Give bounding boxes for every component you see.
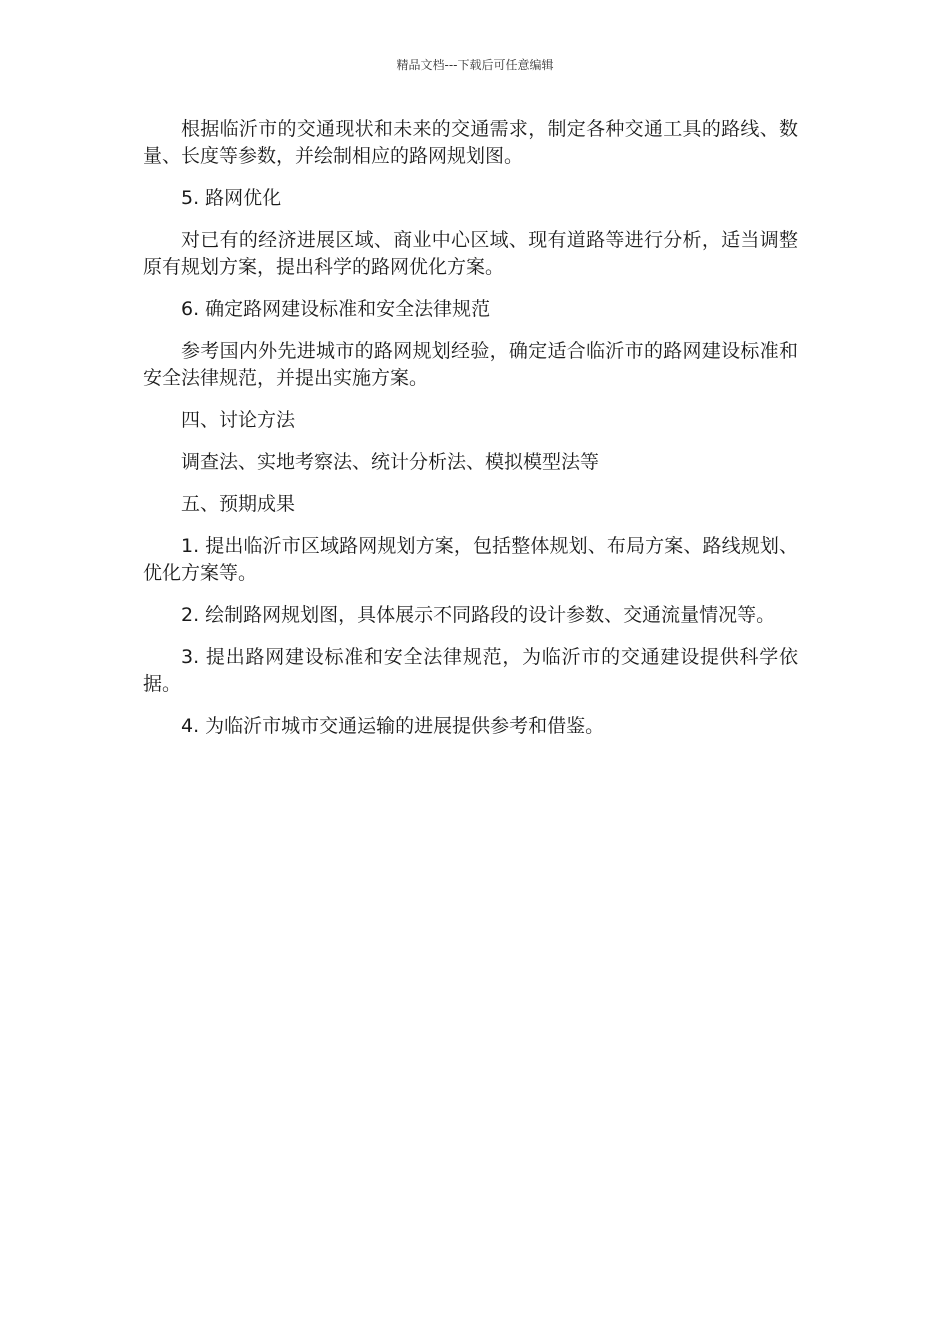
result-item-3: 3. 提出路网建设标准和安全法律规范，为临沂市的交通建设提供科学依据。 [143,646,798,695]
paragraph-network-plan: 根据临沂市的交通现状和未来的交通需求，制定各种交通工具的路线、数量、长度等参数，并绘制相应的路网规划图。 [143,118,798,167]
heading-standards: 6. 确定路网建设标准和安全法律规范 [181,298,491,320]
page-header: 精品文档---下载后可任意编辑 [396,58,554,72]
heading-network-optimization: 5. 路网优化 [181,187,282,209]
paragraph-standards: 参考国内外先进城市的路网规划经验，确定适合临沂市的路网建设标准和安全法律规范，并提出实施方案。 [143,340,798,389]
result-item-2: 2. 绘制路网规划图，具体展示不同路段的设计参数、交通流量情况等。 [181,604,776,626]
paragraph-optimization: 对已有的经济进展区域、商业中心区域、现有道路等进行分析，适当调整原有规划方案，提出科学的路网优化方案。 [143,229,798,278]
document-body [143,116,798,755]
heading-expected-results: 五、预期成果 [181,493,296,515]
heading-methods: 四、讨论方法 [181,409,296,431]
result-item-4: 4. 为临沂市城市交通运输的进展提供参考和借鉴。 [181,715,605,737]
result-item-1: 1. 提出临沂市区域路网规划方案，包括整体规划、布局方案、路线规划、优化方案等。 [143,535,798,584]
paragraph-methods: 调查法、实地考察法、统计分析法、模拟模型法等 [181,451,600,473]
